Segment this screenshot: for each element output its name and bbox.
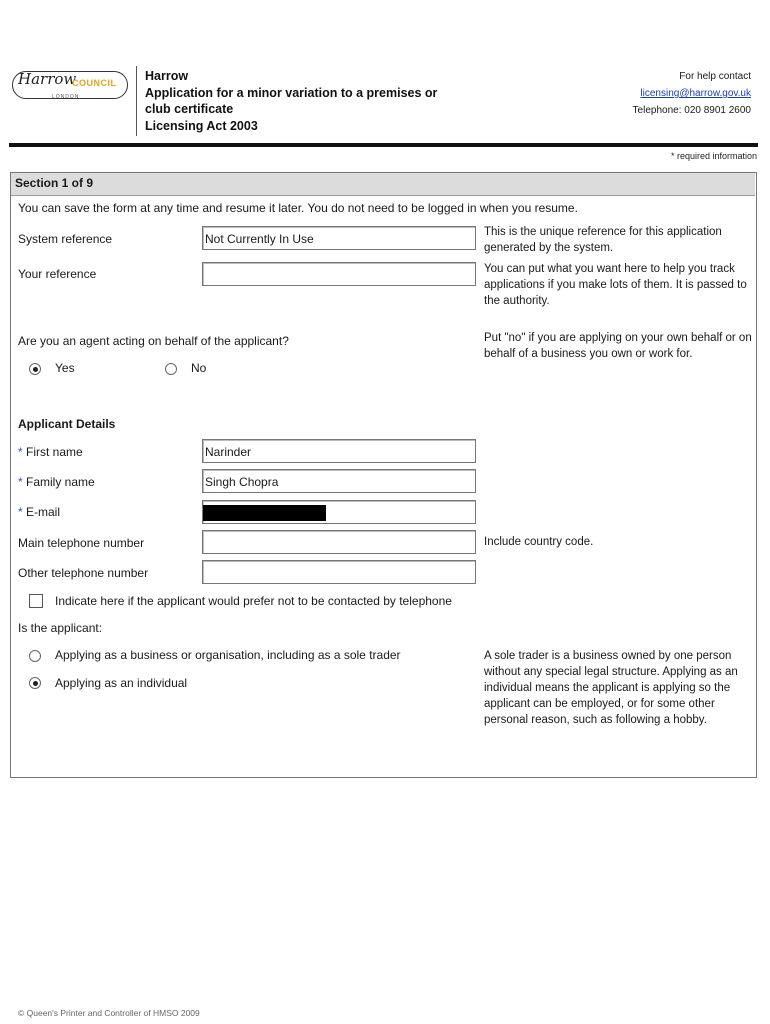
page-title-line-1: Harrow [145,69,189,83]
applicant-type-note: A sole trader is a business owned by one person without any special legal structure. Applying as an individual means the applicant is applying so the applicant can be employed, or for some other personal reason, such as following a hobby. [484,650,738,726]
your-reference-field[interactable] [202,262,476,286]
email-label-text: E-mail [26,505,61,519]
help-telephone: Telephone: 020 8901 2600 [632,105,751,116]
family-name-value: Singh Chopra [205,475,279,489]
applicant-individual-label: Applying as an individual [55,676,188,690]
page-title-line-4: Licensing Act 2003 [145,119,258,133]
required-marker: * [18,505,23,519]
agent-yes-radio[interactable] [29,363,41,375]
copyright-footer: © Queen's Printer and Controller of HMSO 2009 [18,1008,200,1018]
system-reference-note: This is the unique reference for this application generated by the system. [484,226,722,254]
required-marker: * [18,475,23,489]
logo-council-text: COUNCIL [72,78,117,88]
section-intro: You can save the form at any time and resume it later. You do not need to be logged in when you resume. [18,201,578,215]
help-email-link[interactable]: licensing@harrow.gov.uk [640,88,751,99]
redacted-email [203,505,326,521]
agent-question-label: Are you an agent acting on behalf of the applicant? [18,334,289,348]
main-telephone-note: Include country code. [484,536,594,548]
logo-london-text: LONDON [52,94,80,100]
your-reference-note: You can put what you want here to help you track applications if you make lots of them. It is passed to the authority. [484,263,747,307]
applicant-individual-radio[interactable] [29,677,41,689]
required-note: * required information [670,151,757,161]
other-telephone-label: Other telephone number [18,566,149,580]
family-name-label-text: Family name [26,475,95,489]
family-name-label [18,475,95,489]
page-title-line-3: club certificate [145,102,234,116]
no-phone-contact-checkbox[interactable] [29,594,43,608]
no-phone-contact-label: Indicate here if the applicant would prefer not to be contacted by telephone [55,594,452,608]
other-telephone-field[interactable] [202,560,476,584]
main-telephone-label: Main telephone number [18,536,145,550]
section-title: Section 1 of 9 [15,176,94,190]
agent-no-label: No [191,361,207,375]
system-reference-value: Not Currently In Use [205,232,314,246]
first-name-label [18,445,83,459]
page-title-line-2: Application for a minor variation to a premises or [145,86,438,100]
applicant-business-radio[interactable] [29,650,41,662]
help-label: For help contact [679,71,751,82]
section-header [11,173,755,196]
email-label [18,505,60,519]
logo-wordmark: Harrow [18,70,77,88]
agent-yes-label: Yes [55,361,75,375]
agent-no-radio[interactable] [165,363,177,375]
header-divider [136,66,137,136]
required-marker: * [18,445,23,459]
system-reference-label: System reference [18,232,113,246]
applicant-type-label: Is the applicant: [18,621,103,635]
applicant-business-label: Applying as a business or organisation, including as a sole trader [55,648,401,662]
header-rule [9,143,758,147]
first-name-value: Narinder [205,445,252,459]
first-name-label-text: First name [26,445,83,459]
applicant-details-heading: Applicant Details [18,417,116,431]
your-reference-label: Your reference [18,267,97,281]
agent-note: Put "no" if you are applying on your own behalf or on behalf of a business you own or work for. [484,332,752,360]
main-telephone-field[interactable] [202,530,476,554]
